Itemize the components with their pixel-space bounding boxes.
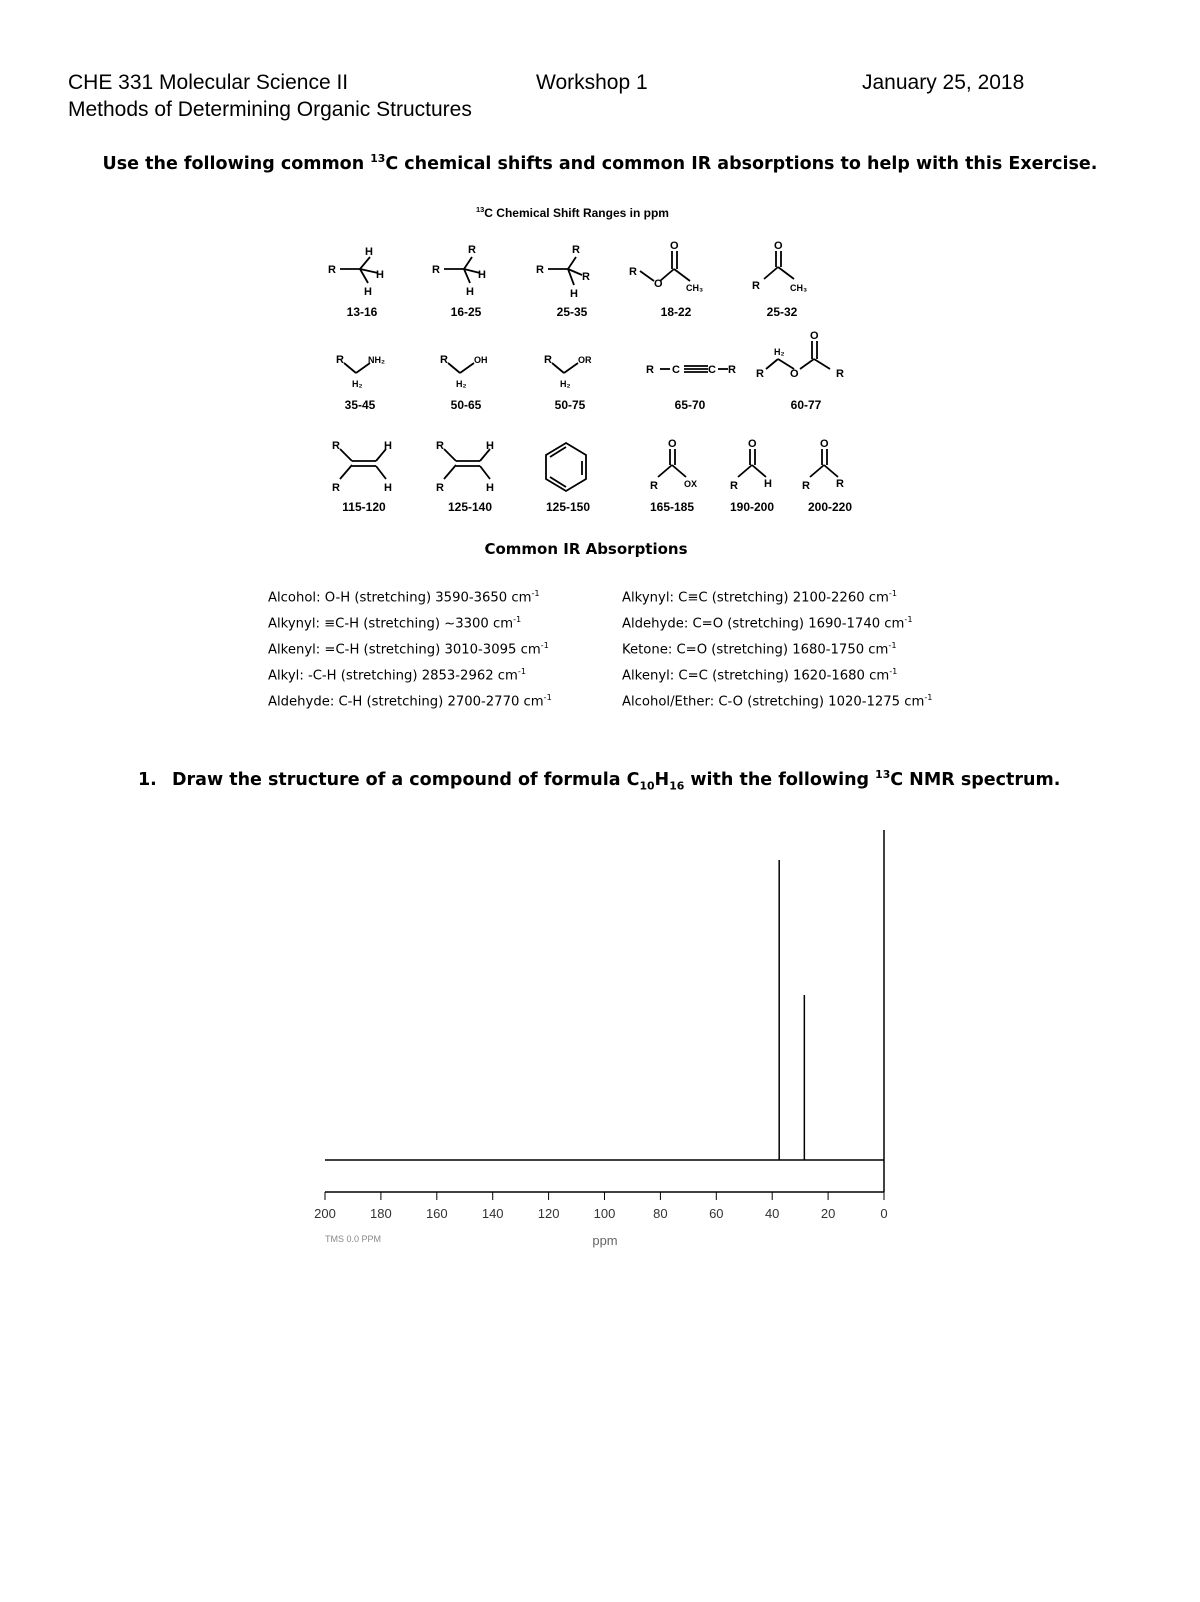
corner-label: TMS 0.0 PPM [325, 1234, 382, 1244]
svg-text:H₂: H₂ [560, 379, 571, 389]
svg-text:R: R [728, 364, 736, 376]
date: January 25, 2018 [862, 71, 1025, 94]
x-tick-label: 0 [880, 1206, 888, 1221]
svg-text:O: O [820, 438, 829, 450]
svg-text:H: H [486, 482, 494, 494]
svg-text:H: H [764, 478, 772, 490]
workshop-label: Workshop 1 [536, 71, 648, 94]
shift-range: 115-120 [342, 500, 386, 514]
shift-range: 50-75 [554, 398, 586, 412]
x-tick-label: 160 [425, 1206, 448, 1221]
shift-range: 25-35 [556, 305, 588, 319]
ir-title: Common IR Absorptions [484, 540, 688, 558]
ir-item: Alcohol/Ether: C-O (stretching) 1020-1275 $cm^{-1}$ [622, 692, 933, 710]
svg-text:OR: OR [578, 355, 592, 365]
instructions: Use the following common $^{13}$C chemical shifts and common IR absorptions to help with this Exercise. [102, 152, 1098, 174]
ir-item: Alkenyl: C=C (stretching) 1620-1680 $cm^{-1}$ [622, 666, 898, 684]
question-1: 1. Draw the structure of a compound of formula $C_{10}H_{16}$ with the following $^{13}$C NMR spectrum. [138, 768, 1061, 793]
svg-text:H: H [384, 440, 392, 452]
ir-item: Ketone: C=O (stretching) 1680-1750 $cm^{-1}$ [622, 640, 897, 658]
svg-text:O: O [748, 438, 757, 450]
svg-text:R: R [836, 478, 844, 490]
svg-text:R: R [332, 482, 340, 494]
svg-text:R: R [756, 368, 764, 380]
x-tick-label: 140 [481, 1206, 504, 1221]
x-tick-label: 20 [820, 1206, 836, 1221]
svg-text:O: O [668, 438, 677, 450]
shift-range: 50-65 [450, 398, 482, 412]
course-title: CHE 331 Molecular Science II [68, 71, 349, 94]
chemical-shift-structures [320, 235, 880, 505]
shift-range: 16-25 [450, 305, 482, 319]
svg-text:R: R [572, 244, 580, 256]
svg-text:H: H [486, 440, 494, 452]
svg-text:R: R [328, 264, 336, 276]
svg-text:OH: OH [474, 355, 488, 365]
svg-text:H: H [466, 286, 474, 298]
svg-text:O: O [790, 368, 799, 380]
nmr-spectrum [300, 820, 920, 1260]
ir-list-left [268, 588, 552, 718]
ir-item: Alkynyl: C≡C (stretching) 2100-2260 $cm^{-1}$ [622, 588, 898, 606]
svg-text:R: R [646, 364, 654, 376]
shift-range: 60-77 [790, 398, 822, 412]
svg-text:H: H [384, 482, 392, 494]
svg-text:OX: OX [684, 479, 698, 489]
x-tick-label: 200 [314, 1206, 336, 1221]
svg-text:H₂: H₂ [352, 379, 363, 389]
svg-text:R: R [629, 266, 637, 278]
svg-text:H: H [365, 246, 373, 258]
svg-text:C: C [672, 364, 680, 376]
svg-text:H₂: H₂ [774, 347, 785, 357]
x-tick-label: 40 [764, 1206, 780, 1221]
x-axis-label: ppm [592, 1233, 618, 1248]
shift-figure-title: $^{13}$C Chemical Shift Ranges in ppm [476, 205, 669, 220]
svg-text:O: O [810, 330, 819, 342]
svg-text:R: R [440, 354, 448, 366]
ir-item: Aldehyde: C=O (stretching) 1690-1740 $cm^{-1}$ [622, 614, 913, 632]
shift-range: 25-32 [766, 305, 798, 319]
svg-text:H: H [364, 286, 372, 298]
svg-text:O: O [654, 278, 663, 290]
svg-text:R: R [650, 480, 658, 492]
shift-range: 200-220 [807, 500, 853, 514]
svg-text:R: R [536, 264, 544, 276]
svg-text:R: R [544, 354, 552, 366]
ir-list-right [622, 588, 933, 718]
shift-range: 125-140 [447, 500, 493, 514]
svg-text:H: H [478, 269, 486, 281]
ir-item: Alkenyl: =C-H (stretching) 3010-3095 $cm^{-1}$ [268, 640, 549, 658]
x-tick-label: 100 [593, 1206, 616, 1221]
shift-range: 125-150 [545, 500, 591, 514]
svg-text:O: O [670, 240, 679, 252]
svg-text:R: R [336, 354, 344, 366]
svg-text:NH₂: NH₂ [368, 355, 385, 365]
shift-range: 35-45 [344, 398, 376, 412]
shift-range: 13-16 [346, 305, 378, 319]
svg-text:R: R [752, 280, 760, 292]
svg-text:H: H [376, 269, 384, 281]
x-tick-label: 80 [653, 1206, 668, 1221]
svg-text:R: R [432, 264, 440, 276]
svg-text:R: R [836, 368, 844, 380]
svg-text:R: R [730, 480, 738, 492]
subtitle: Methods of Determining Organic Structures [68, 98, 472, 121]
ir-item: Alkynyl: ≡C-H (stretching) ~3300 $cm^{-1}$ [268, 614, 522, 632]
ir-item: Aldehyde: C-H (stretching) 2700-2770 $cm^{-1}$ [268, 692, 552, 710]
shift-range: 65-70 [674, 398, 706, 412]
shift-range: 190-200 [729, 500, 775, 514]
svg-text:H: H [570, 288, 578, 300]
svg-text:O: O [774, 240, 783, 252]
shift-range: 18-22 [660, 305, 692, 319]
svg-text:H₂: H₂ [456, 379, 467, 389]
ir-item: Alkyl: -C-H (stretching) 2853-2962 $cm^{-1}$ [268, 666, 527, 684]
x-tick-label: 120 [537, 1206, 560, 1221]
svg-text:CH₃: CH₃ [686, 283, 704, 293]
svg-text:R: R [802, 480, 810, 492]
svg-text:R: R [468, 244, 476, 256]
svg-text:R: R [436, 482, 444, 494]
svg-text:R: R [332, 440, 340, 452]
svg-text:R: R [582, 271, 590, 283]
shift-range: 165-185 [649, 500, 695, 514]
svg-text:C: C [708, 364, 716, 376]
svg-text:R: R [436, 440, 444, 452]
svg-text:CH₃: CH₃ [790, 283, 808, 293]
ir-item: Alcohol: O-H (stretching) 3590-3650 $cm^{-1}$ [268, 588, 540, 606]
x-tick-label: 180 [370, 1206, 392, 1221]
x-tick-label: 60 [709, 1206, 724, 1221]
